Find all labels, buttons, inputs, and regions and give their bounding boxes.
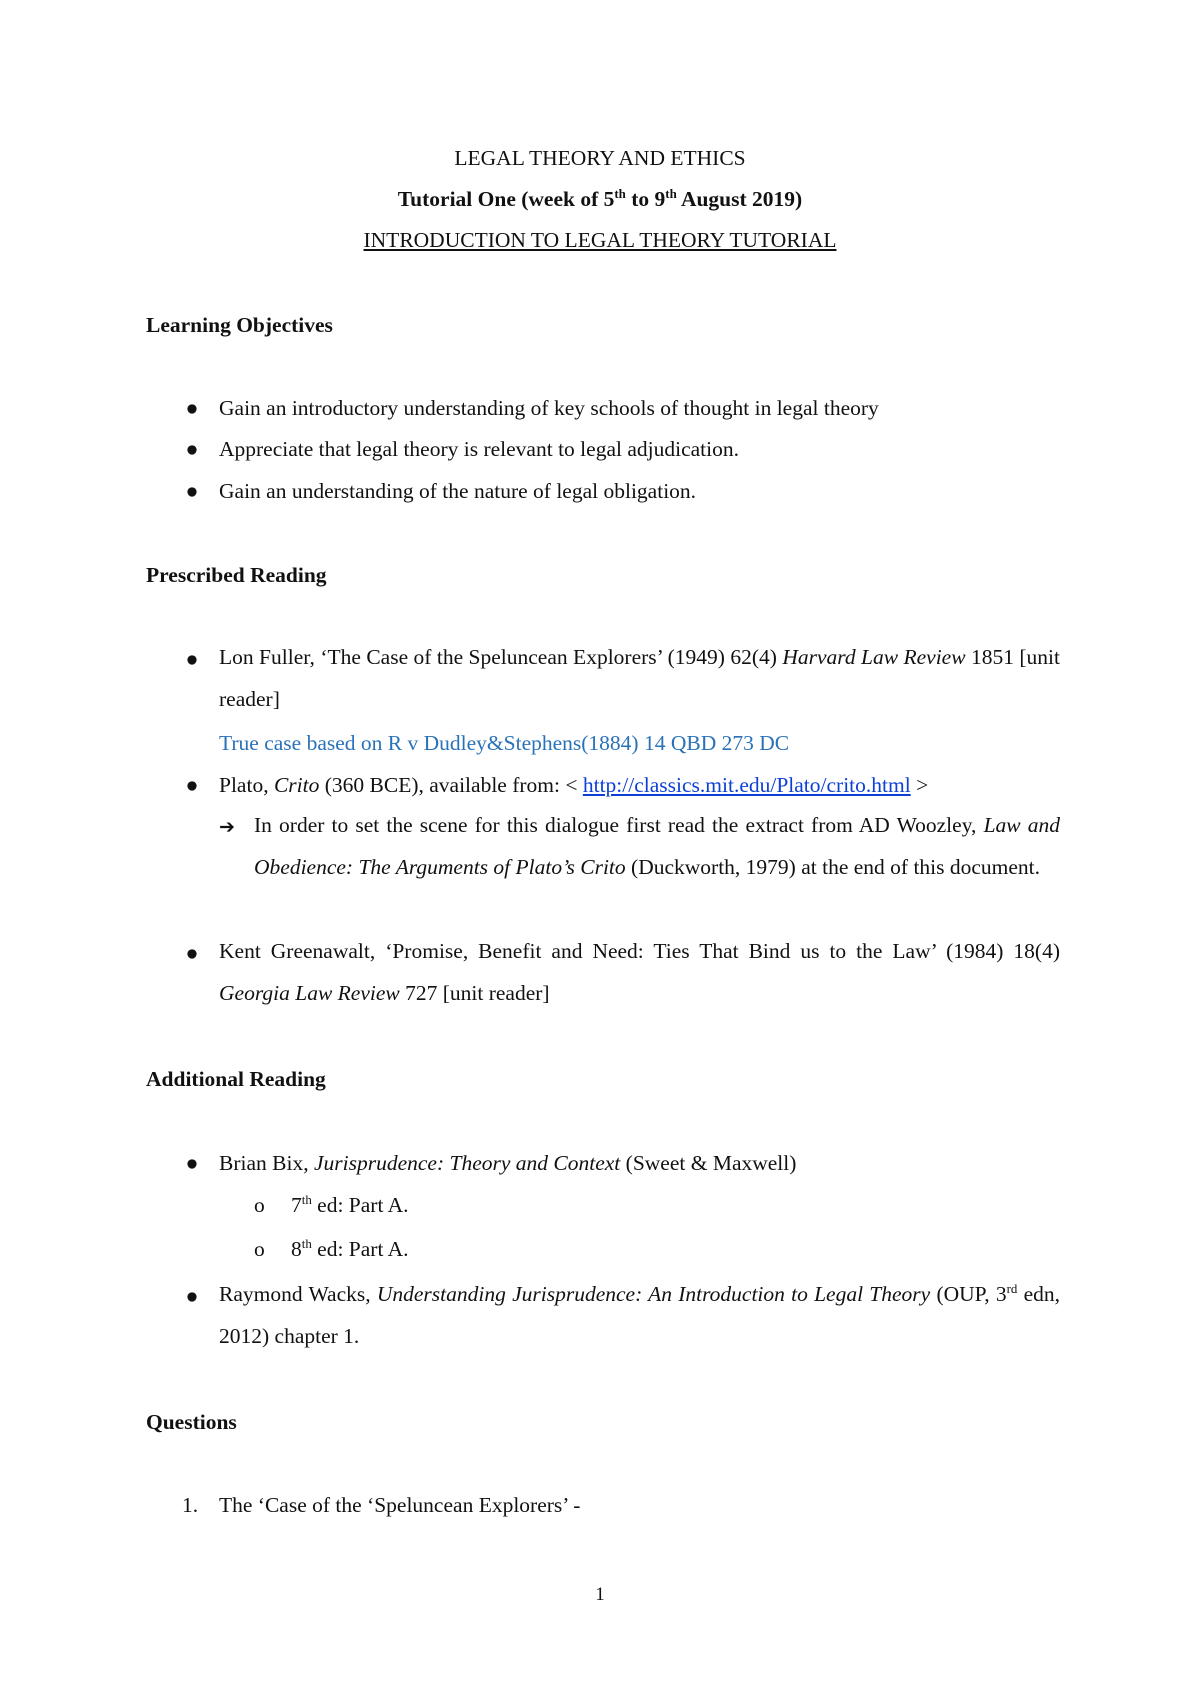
bullet-icon: ●	[185, 437, 199, 461]
circle-bullet-icon: o	[254, 1193, 265, 1217]
bullet-icon: ●	[185, 647, 199, 671]
additional-reading-heading: Additional Reading	[146, 1067, 326, 1091]
prescribed-reading-heading: Prescribed Reading	[146, 563, 327, 587]
bullet-icon: ●	[185, 773, 199, 797]
bullet-icon: ●	[185, 1284, 199, 1308]
document-page: LEGAL THEORY AND ETHICS Tutorial One (week of 5th to 9th August 2019) INTRODUCTION TO LEGAL THEORY TUTORIAL Learning Objectives ● Gain an introductory understanding of key schools of thought in legal theory ● Appreciate that legal theory is relevant to legal adjudication. ● Gain an understanding of the nature of legal obligation. Prescribed Reading ● Lon Fuller, ‘The Case of the Speluncean Explorers’ (1949) 62(4) Harvard Law Review 1851 [unit reader] True case based on R v Dudley&Stephens(1884) 14 QBD 273 DC ● Plato, Crito (360 BCE), available from: < http://classics.mit.edu/Plato/crito.html > ➔ In order to set the scene for this dialogue first read the extract from AD Woozley, Law and Obedience: The Arguments of Plato’s Crito (Duckworth, 1979) at the end of this document. ● Kent Greenawalt, ‘Promise, Benefit and Need: Ties That Bind us to the Law’ (1984) 18(4) Georgia Law Review 727 [unit reader] Additional Reading ● Brian Bix, Jurisprudence: Theory and Context (Sweet & Maxwell) o 7th ed: Part A. o 8th ed: Part A. ● Raymond Wacks, Understanding Jurisprudence: An Introduction to Legal Theory (OUP, 3rd edn, 2012) chapter 1. Questions 1. The ‘Case of the ‘Speluncean Explorers’ - 1	[0, 0, 1200, 1698]
learning-objectives-heading: Learning Objectives	[146, 313, 333, 337]
course-title: LEGAL THEORY AND ETHICS	[454, 146, 746, 170]
bullet-icon: ●	[185, 1151, 199, 1175]
tutorial-title: Tutorial One (week of 5th to 9th August 2019)	[397, 186, 803, 211]
arrow-right-icon: ➔	[219, 816, 235, 838]
questions-heading: Questions	[146, 1410, 237, 1434]
circle-bullet-icon: o	[254, 1237, 265, 1261]
bullet-icon: ●	[185, 479, 199, 503]
document-subtitle: INTRODUCTION TO LEGAL THEORY TUTORIAL	[363, 228, 837, 252]
crito-link[interactable]: http://classics.mit.edu/Plato/crito.html	[582, 773, 911, 797]
bullet-icon: ●	[185, 396, 199, 420]
bullet-icon: ●	[185, 941, 199, 965]
question-number: 1.	[182, 1493, 199, 1517]
page-number: 1	[595, 1584, 605, 1605]
